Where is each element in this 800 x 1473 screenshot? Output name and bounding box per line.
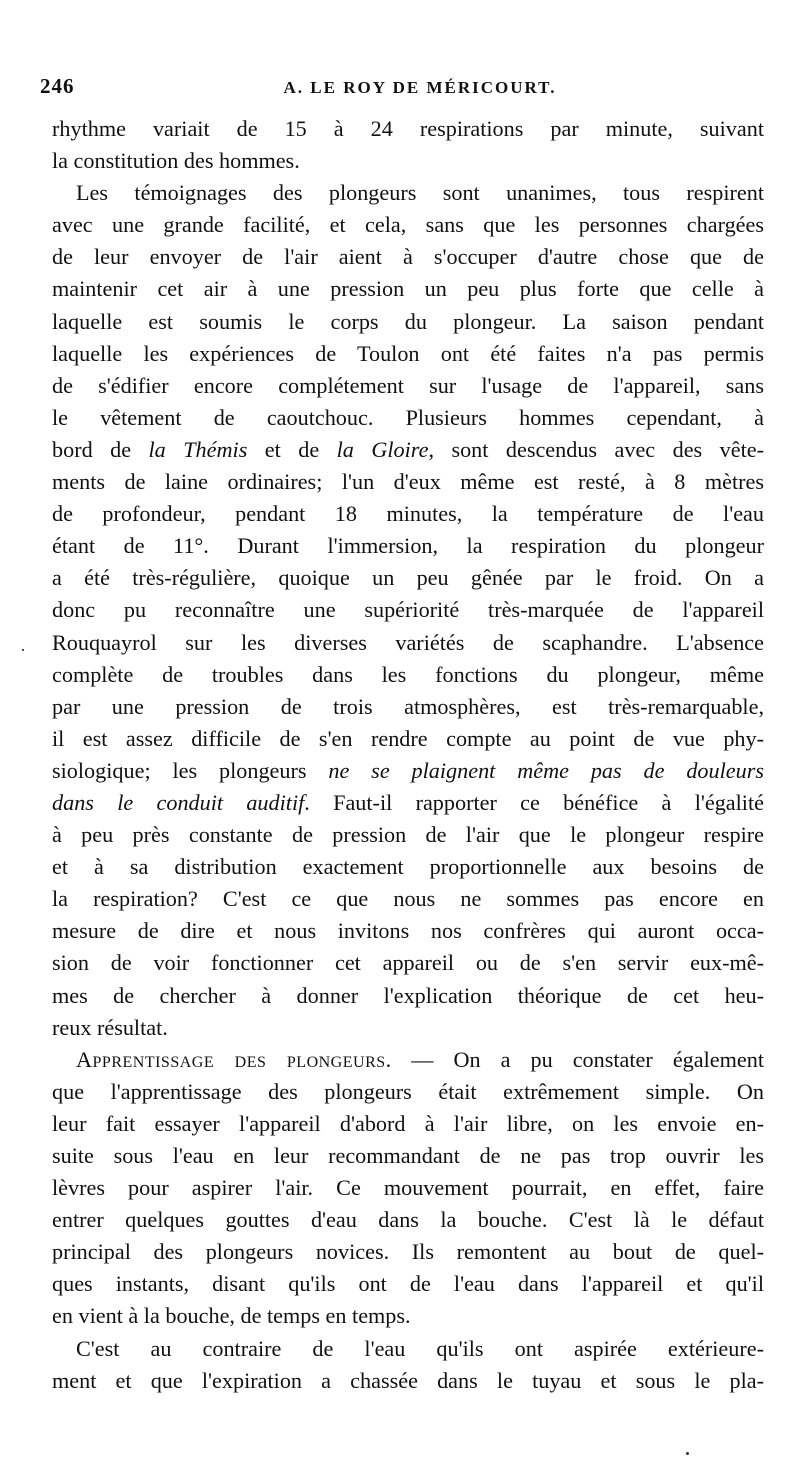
text-line: ment et que l'expiration a chassée dans le tuyau et sous le pla-	[52, 1367, 764, 1393]
text-line: la constitution des hommes.	[52, 148, 300, 174]
section-heading: Apprentissage des plongeurs	[76, 1046, 386, 1072]
text-line: reux résultat.	[52, 1014, 168, 1040]
text-line: que l'apprentissage des plongeurs était extrêmement simple. On	[52, 1078, 764, 1104]
text-line: étant de 11°. Durant l'immersion, la respiration du plongeur	[52, 533, 764, 559]
text-run: siologique; les plongeurs	[52, 757, 329, 783]
text-line: Rouquayrol sur les diverses variétés de scaphandre. L'absence	[52, 629, 764, 655]
italic-phrase: ne se plaignent même pas de douleurs	[328, 757, 764, 783]
text-line	[52, 787, 764, 819]
text-line: maintenir cet air à une pression un peu plus forte que celle à	[52, 276, 764, 302]
text-line: mes de chercher à donner l'explication théorique de cet heu-	[52, 982, 764, 1008]
text-line: principal des plongeurs novices. Ils remontent au bout de quel-	[52, 1239, 764, 1265]
text-line: ques instants, disant qu'ils ont de l'eau dans l'appareil et qu'il	[52, 1271, 764, 1297]
text-line: ments de laine ordinaires; l'un d'eux même est resté, à 8 mètres	[52, 469, 764, 495]
text-line: rhythme variait de 15 à 24 respirations par minute, suivant	[52, 116, 764, 141]
text-line: leur fait essayer l'appareil d'abord à l'air libre, on les envoie en-	[52, 1110, 764, 1136]
page-speck	[686, 1452, 689, 1455]
text-line: par une pression de trois atmosphères, est très-remarquable,	[52, 693, 764, 719]
text-line: à peu près constante de pression de l'air que le plongeur respire	[52, 822, 764, 848]
ship-name-themis: la Thémis	[148, 436, 248, 462]
text-line: laquelle est soumis le corps du plongeur. La saison pendant	[52, 308, 764, 334]
page-number: 246	[40, 74, 75, 98]
italic-phrase: dans le conduit auditif	[52, 789, 305, 815]
body-text	[52, 113, 764, 1397]
text-run: et de	[247, 436, 337, 462]
text-line: de leur envoyer de l'air aient à s'occuper d'autre chose que de	[52, 244, 764, 270]
text-line: de s'édifier encore complétement sur l'usage de l'appareil, sans	[52, 372, 764, 398]
text-line	[52, 755, 764, 787]
text-run: , sont descendus avec des vête-	[428, 436, 764, 462]
text-run: . — On a pu constater également	[385, 1046, 764, 1072]
text-line: Les témoignages des plongeurs sont unanimes, tous respirent	[76, 180, 764, 206]
text-line: C'est au contraire de l'eau qu'ils ont aspirée extérieure-	[76, 1335, 764, 1361]
text-line: avec une grande facilité, et cela, sans que les personnes chargées	[52, 212, 764, 238]
text-line: donc pu reconnaître une supériorité très-marquée de l'appareil	[52, 597, 764, 623]
page-header	[40, 74, 760, 104]
text-line: laquelle les expériences de Toulon ont été faites n'a pas permis	[52, 340, 764, 366]
text-line	[52, 434, 764, 466]
text-run: bord de	[52, 436, 149, 462]
text-line: sion de voir fonctionner cet appareil ou de s'en servir eux-mê-	[52, 950, 764, 976]
margin-speck: ·	[20, 640, 26, 660]
text-line: il est assez difficile de s'en rendre compte au point de vue phy-	[52, 725, 764, 751]
text-line: de profondeur, pendant 18 minutes, la température de l'eau	[52, 501, 764, 527]
text-line: et à sa distribution exactement proportionnelle aux besoins de	[52, 854, 764, 880]
text-line: en vient à la bouche, de temps en temps.	[52, 1303, 411, 1329]
text-line: le vêtement de caoutchouc. Plusieurs hommes cependant, à	[52, 404, 764, 430]
ship-name-gloire: la Gloire	[336, 436, 429, 462]
text-line: entrer quelques gouttes d'eau dans la bouche. C'est là le défaut	[52, 1207, 764, 1233]
text-line: mesure de dire et nous invitons nos confrères qui auront occa-	[52, 918, 764, 944]
text-line: complète de troubles dans les fonctions du plongeur, même	[52, 661, 764, 687]
text-line: suite sous l'eau en leur recommandant de ne pas trop ouvrir les	[52, 1143, 764, 1168]
text-line: a été très-régulière, quoique un peu gênée par le froid. On a	[52, 565, 764, 591]
text-line	[52, 1044, 764, 1076]
text-line: lèvres pour aspirer l'air. Ce mouvement pourrait, en effet, faire	[52, 1175, 764, 1201]
text-run: . Faut-il rapporter ce bénéfice à l'égalité	[304, 789, 764, 815]
running-head: A. LE ROY DE MÉRICOURT.	[283, 78, 557, 97]
text-line: la respiration? C'est ce que nous ne sommes pas encore en	[52, 886, 764, 912]
